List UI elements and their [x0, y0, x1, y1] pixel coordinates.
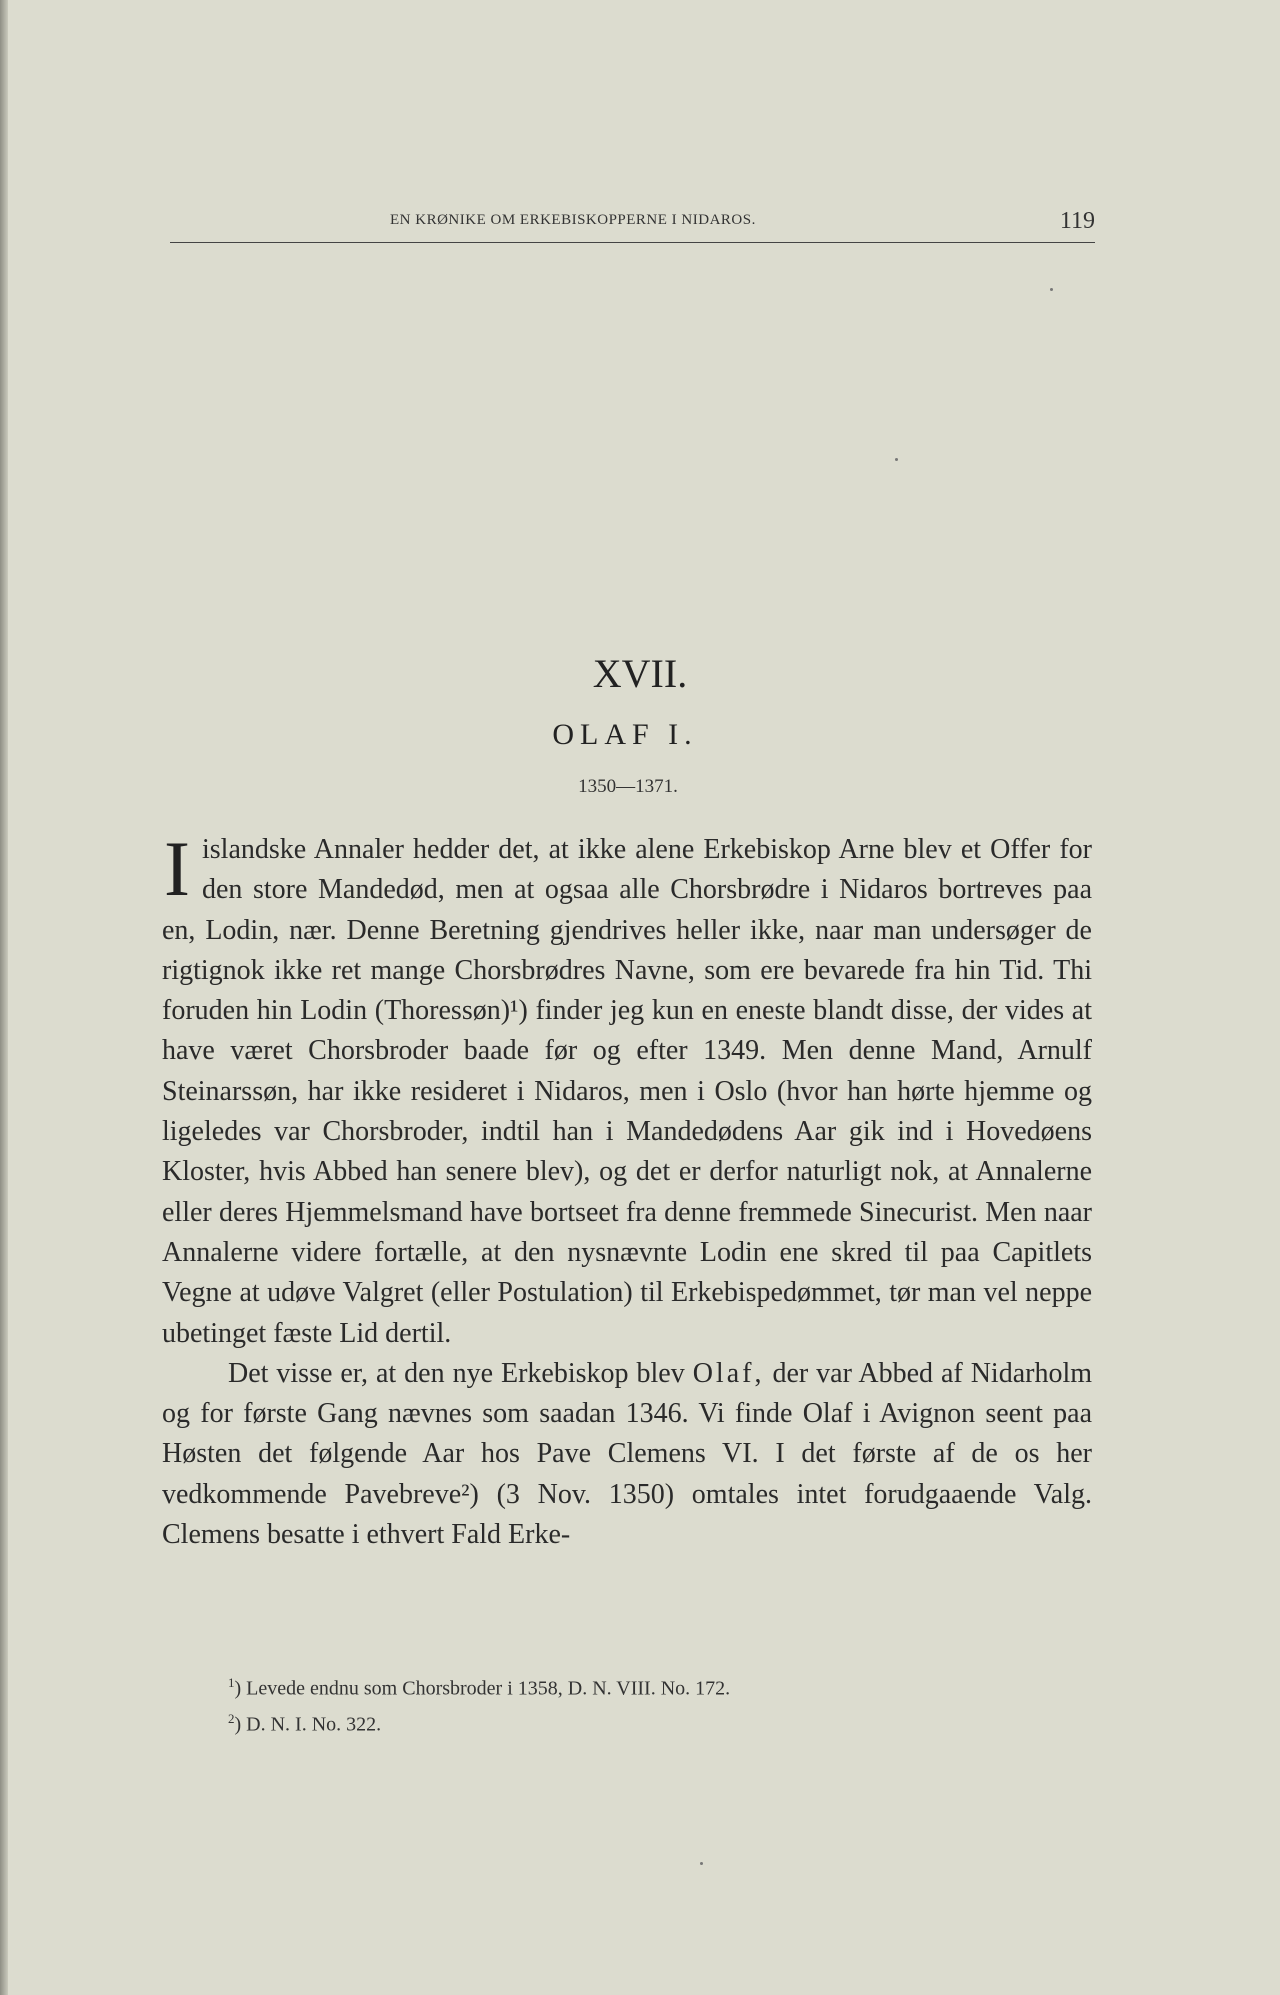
footnote-2-text: ) D. N. I. No. 322. [234, 1713, 382, 1736]
chapter-years: 1350—1371. [578, 776, 678, 797]
body-text [162, 825, 1093, 1555]
footnote-2-mark: 2 [228, 1710, 235, 1726]
running-header [170, 202, 1095, 243]
footnote-1-text: ) Levede endnu som Chorsbroder i 1358, D. N. VIII. No. 172. [234, 1677, 731, 1700]
chapter-numeral: XVII. [592, 651, 688, 696]
paragraph-2-after: der var Abbed af Nidarholm og for første Gang nævnes som saadan 1346. Vi finde Olaf i Avignon seent paa Høsten det følgende Aar hos Pave Clemens VI. I det første af de os her vedkommende Pavebreve²) (3 Nov. 1350) omtales intet forudgaaende Valg. Clemens besatte i ethvert Fald Erke- [162, 1357, 1093, 1551]
paragraph-2 [162, 1354, 1092, 1555]
paper-speck [895, 458, 898, 461]
paragraph-1 [162, 825, 1092, 1354]
paper-speck [1050, 288, 1053, 291]
paper-speck [700, 1862, 703, 1865]
paragraph-1-text: islandske Annaler hedder det, at ikke alene Erkebiskop Arne blev et Offer for den store Mandedød, men at ogsaa alle Chorsbrødre i Nidaros bortreves paa en, Lodin, nær. Denne Beretning gjendrives heller ikke, naar man undersøger de rigtignok ikke ret mange Chorsbrødres Navne, som ere bevarede fra hin Tid. Thi foruden hin Lodin (Thoressøn)¹) finder jeg kun en eneste blandt disse, der vides at have været Chorsbroder baade før og efter 1349. Men denne Mand, Arnulf Steinarssøn, har ikke resideret i Nidaros, men i Oslo (hvor han hørte hjemme og ligeledes var Chorsbroder, indtil han i Mandedødens Aar gik ind i Hovedøens Kloster, hvis Abbed han senere blev), og det er derfor naturligt nok, at Annalerne eller deres Hjemmelsmand have bortseet fra denne fremmede Sinecurist. Men naar Annalerne videre fortælle, at den nysnævnte Lodin ene skred til paa Capitlets Vegne at udøve Valgret (eller Postulation) til Erkebispedømmet, tør man vel neppe ubetinget fæste Lid dertil. [162, 834, 1092, 1349]
paragraph-2-name: Olaf, [692, 1357, 765, 1389]
chapter-title: OLAF I. [552, 718, 698, 751]
footnotes [228, 1668, 1028, 1739]
paragraph-2-before: Det visse er, at den nye Erkebiskop blev [228, 1357, 685, 1389]
footnote-1-mark: 1 [228, 1675, 235, 1690]
running-title: EN KRØNIKE OM ERKEBISKOPPERNE I NIDAROS. [390, 212, 756, 228]
page-number: 119 [1059, 208, 1095, 234]
page-binding-edge [0, 0, 8, 1995]
footnote-1 [228, 1668, 1028, 1704]
footnote-2 [228, 1704, 1028, 1740]
drop-initial: I [164, 825, 190, 912]
